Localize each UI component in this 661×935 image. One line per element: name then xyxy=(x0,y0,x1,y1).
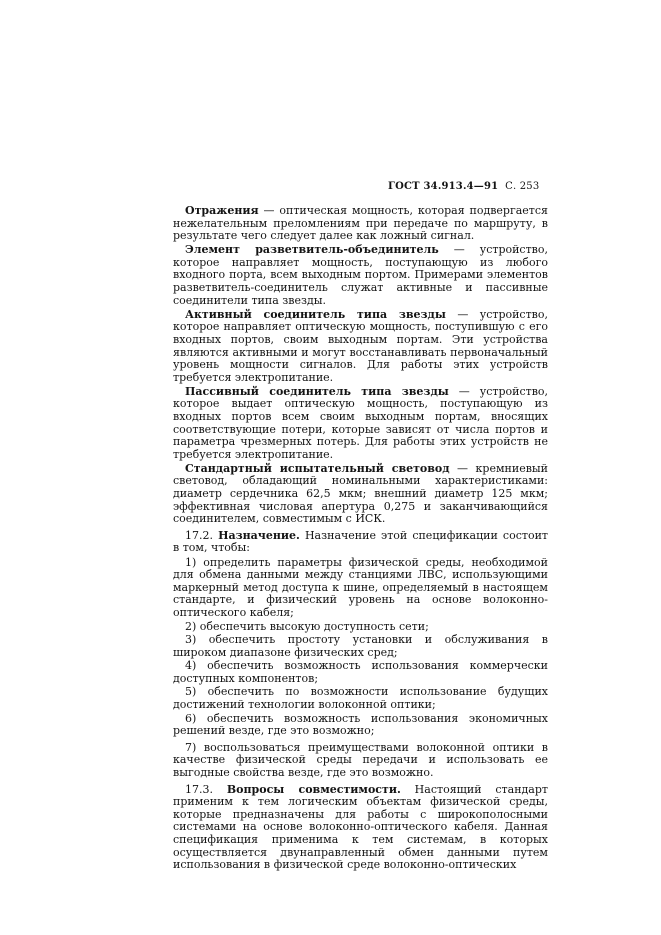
definition-paragraph xyxy=(173,205,548,243)
definition-paragraph xyxy=(173,309,548,385)
list-item: 5) обеспечить по возможности использование будущих достижений технологии волоконной оптики; xyxy=(173,685,548,712)
definition-text: — устройство, которое направляет оптическую мощность, поступившую с его входных портов, своим выходным портам. Эти устройства являются активными и могут восстанавливать первоначальный уровень мощности сигналов. Для работы этих устройств требуется электропитание. xyxy=(173,307,548,384)
definition-term: Пассивный соединитель типа звезды xyxy=(185,384,449,398)
definition-text: — устройство, которое направляет мощность, поступающую из любого входного порта, всем выходным портом. Примерами элементов разветвитель-соединитель служат активные и пассивные соединители типа звезды. xyxy=(173,243,548,307)
definition-term: Активный соединитель типа звезды xyxy=(185,307,446,321)
definition-text: — оптическая мощность, которая подвергается нежелательным преломлениям при передаче по маршруту, в результате чего следует далее как ложный сигнал. xyxy=(173,204,548,243)
standard-designation: ГОСТ 34.913.4—91 xyxy=(388,181,499,192)
list-item: 4) обеспечить возможность использования коммерчески доступных компонентов; xyxy=(173,659,548,685)
definition-term: Стандартный испытательный световод xyxy=(185,461,450,475)
section-purpose xyxy=(173,530,548,555)
definition-paragraph xyxy=(173,463,548,526)
section-title: Вопросы совместимости. xyxy=(226,782,401,796)
definition-text: — кремниевый световод, обладающий номинальными характеристиками: диаметр сердечника 62,5 мкм; внешний диаметр 125 мкм; эффективная числовая апертура 0,275 и заканчивающийся соединителем, совместимым с ИСК. xyxy=(173,461,548,526)
definition-term: Элемент разветвитель-объединитель xyxy=(185,243,439,257)
definition-paragraph xyxy=(173,244,548,307)
page-number: С. 253 xyxy=(505,181,540,192)
list-item: 3) обеспечить простоту установки и обслуживания в широком диапазоне физических сред; xyxy=(173,633,548,659)
definition-paragraph xyxy=(173,386,548,462)
section-text: Настоящий стандарт применим к тем логическим объектам физической среды, которые предназначены для работы с широкополосными системами на основе волоконно-оптического кабеля. Данная спецификация применима к тем системам, в которых осуществляется двунаправленный обмен данными путем использования в физической среде волоконно-оптических xyxy=(173,782,548,872)
definition-term: Отражения xyxy=(185,204,259,217)
section-number: 17.3. xyxy=(185,782,213,796)
section-compatibility xyxy=(173,784,548,872)
list-item: 6) обеспечить возможность использования экономичных решений везде, где это возможно; xyxy=(173,711,548,738)
section-text: Назначение этой спецификации состоит в том, чтобы: xyxy=(173,528,548,555)
document-body xyxy=(173,205,548,873)
list-item: 7) воспользоваться преимуществами волоконной оптики в качестве физической среды передачи и использовать ее выгодные свойства везде, где это возможно. xyxy=(173,740,548,780)
definition-text: — устройство, которое выдает оптическую мощность, поступающую из входных портов всем своим выходным портам, вносящих соответствующие потери, которые зависят от числа портов и параметра чрезмерных потерь. Для работы этих устройств не требуется электропитание. xyxy=(173,384,549,461)
list-item: 2) обеспечить высокую доступность сети; xyxy=(185,619,429,633)
page-header xyxy=(388,181,539,192)
section-title: Назначение. xyxy=(218,528,300,542)
section-number: 17.2. xyxy=(185,528,213,542)
list-item: 1) определить параметры физической среды, необходимой для обмена данными между станциями ЛВС, использующими маркерный метод доступа к шине, определяемый в настоящем стандарте, и физический уровень на основе волоконно-оптического кабеля; xyxy=(173,555,548,619)
